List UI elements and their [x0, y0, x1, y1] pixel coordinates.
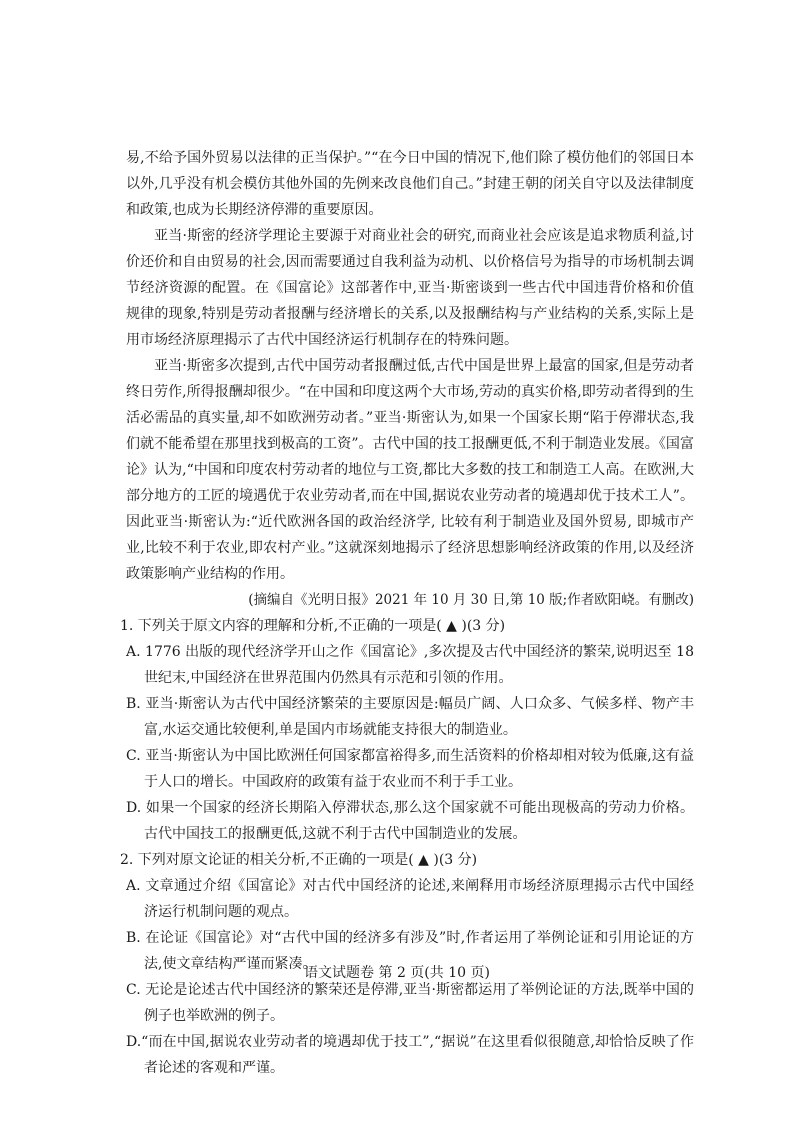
question-stem: 1. 下列关于原文内容的理解和分析,不正确的一项是( ▲ )(3 分)	[120, 618, 506, 634]
option-b: B. 亚当·斯密认为古代中国经济繁荣的主要原因是:幅员广阔、人口众多、气候多样、物产丰富,水运交通比较便利,单是国内市场就能支持很大的制造业。	[126, 696, 694, 738]
article-paragraph: 亚当·斯密的经济学理论主要源于对商业社会的研究,而商业社会应该是追求物质利益,讨价还价和自由贸易的社会,因而需要通过自我利益为动机、以价格信号为指导的市场机制去调节经济资源的配置。在《国富论》这部著作中,亚当·斯密谈到一些古代中国违背价格和价值规律的现象,特别是劳动者报酬与经济增长的关系,以及报酬结构与产业结构的关系,实际上是用市场经济原理揭示了古代中国经济运行机制存在的特殊问题。	[126, 228, 694, 348]
option-c: C. 无论是论述古代中国经济的繁荣还是停滞,亚当·斯密都运用了举例论证的方法,既举中国的例子也举欧洲的例子。	[126, 982, 694, 1024]
option-a: A. 文章通过介绍《国富论》对古代中国经济的论述,来阐释用市场经济原理揭示古代中国经济运行机制问题的观点。	[126, 878, 694, 920]
option-d: D.“而在中国,据说农业劳动者的境遇却优于技工”,“据说”在这里看似很随意,却恰恰反映了作者论述的客观和严谨。	[126, 1034, 694, 1076]
question-1	[120, 613, 694, 847]
question-stem: 2. 下列对原文论证的相关分析,不正确的一项是( ▲ )(3 分)	[120, 852, 478, 868]
article-paragraph: 亚当·斯密多次提到,古代中国劳动者报酬过低,古代中国是世界上最富的国家,但是劳动者终日劳作,所得报酬却很少。“在中国和印度这两个大市场,劳动的真实价格,即劳动者得到的生活必需品的真实量,却不如欧洲劳动者。”亚当·斯密认为,如果一个国家长期“陷于停滞状态,我们就不能希望在那里找到极高的工资”。古代中国的技工报酬更低,不利于制造业发展。《国富论》认为,“中国和印度农村劳动者的地位与工资,都比大多数的技工和制造工人高。在欧洲,大部分地方的工匠的境遇优于农业劳动者,而在中国,据说农业劳动者的境遇却优于技术工人”。因此亚当·斯密认为:“近代欧洲各国的政治经济学, 比较有利于制造业及国外贸易, 即城市产业,比较不利于农业,即农村产业。”这就深刻地揭示了经济思想影响经济政策的作用,以及经济政策影响产业结构的作用。	[126, 358, 694, 582]
article-paragraph: 易,不给予国外贸易以法律的正当保护。”“在今日中国的情况下,他们除了模仿他们的邻国日本以外,几乎没有机会模仿其他外国的先例来改良他们自己。”封建王朝的闭关自守以及法律制度和政策,也成为长期经济停滞的重要原因。	[126, 150, 694, 218]
option-b: B. 在论证《国富论》对“古代中国的经济多有涉及”时,作者运用了举例论证和引用论证的方法,使文章结构严谨而紧凑。	[126, 930, 694, 972]
source-citation: (摘编自《光明日报》2021 年 10 月 30 日,第 10 版;作者欧阳峣。有删改)	[248, 592, 694, 608]
article-body	[120, 145, 694, 1081]
option-d: D. 如果一个国家的经济长期陷入停滞状态,那么这个国家就不可能出现极高的劳动力价格。古代中国技工的报酬更低,这就不利于古代中国制造业的发展。	[126, 800, 694, 842]
option-c: C. 亚当·斯密认为中国比欧洲任何国家都富裕得多,而生活资料的价格却相对较为低廉,这有益于人口的增长。中国政府的政策有益于农业而不利于手工业。	[126, 748, 694, 790]
option-a: A. 1776 出版的现代经济学开山之作《国富论》,多次提及古代中国经济的繁荣,说明迟至 18 世纪末,中国经济在世界范围内仍然具有示范和引领的作用。	[126, 644, 694, 686]
page-footer: 语文试题卷 第 2 页(共 10 页)	[304, 965, 490, 981]
